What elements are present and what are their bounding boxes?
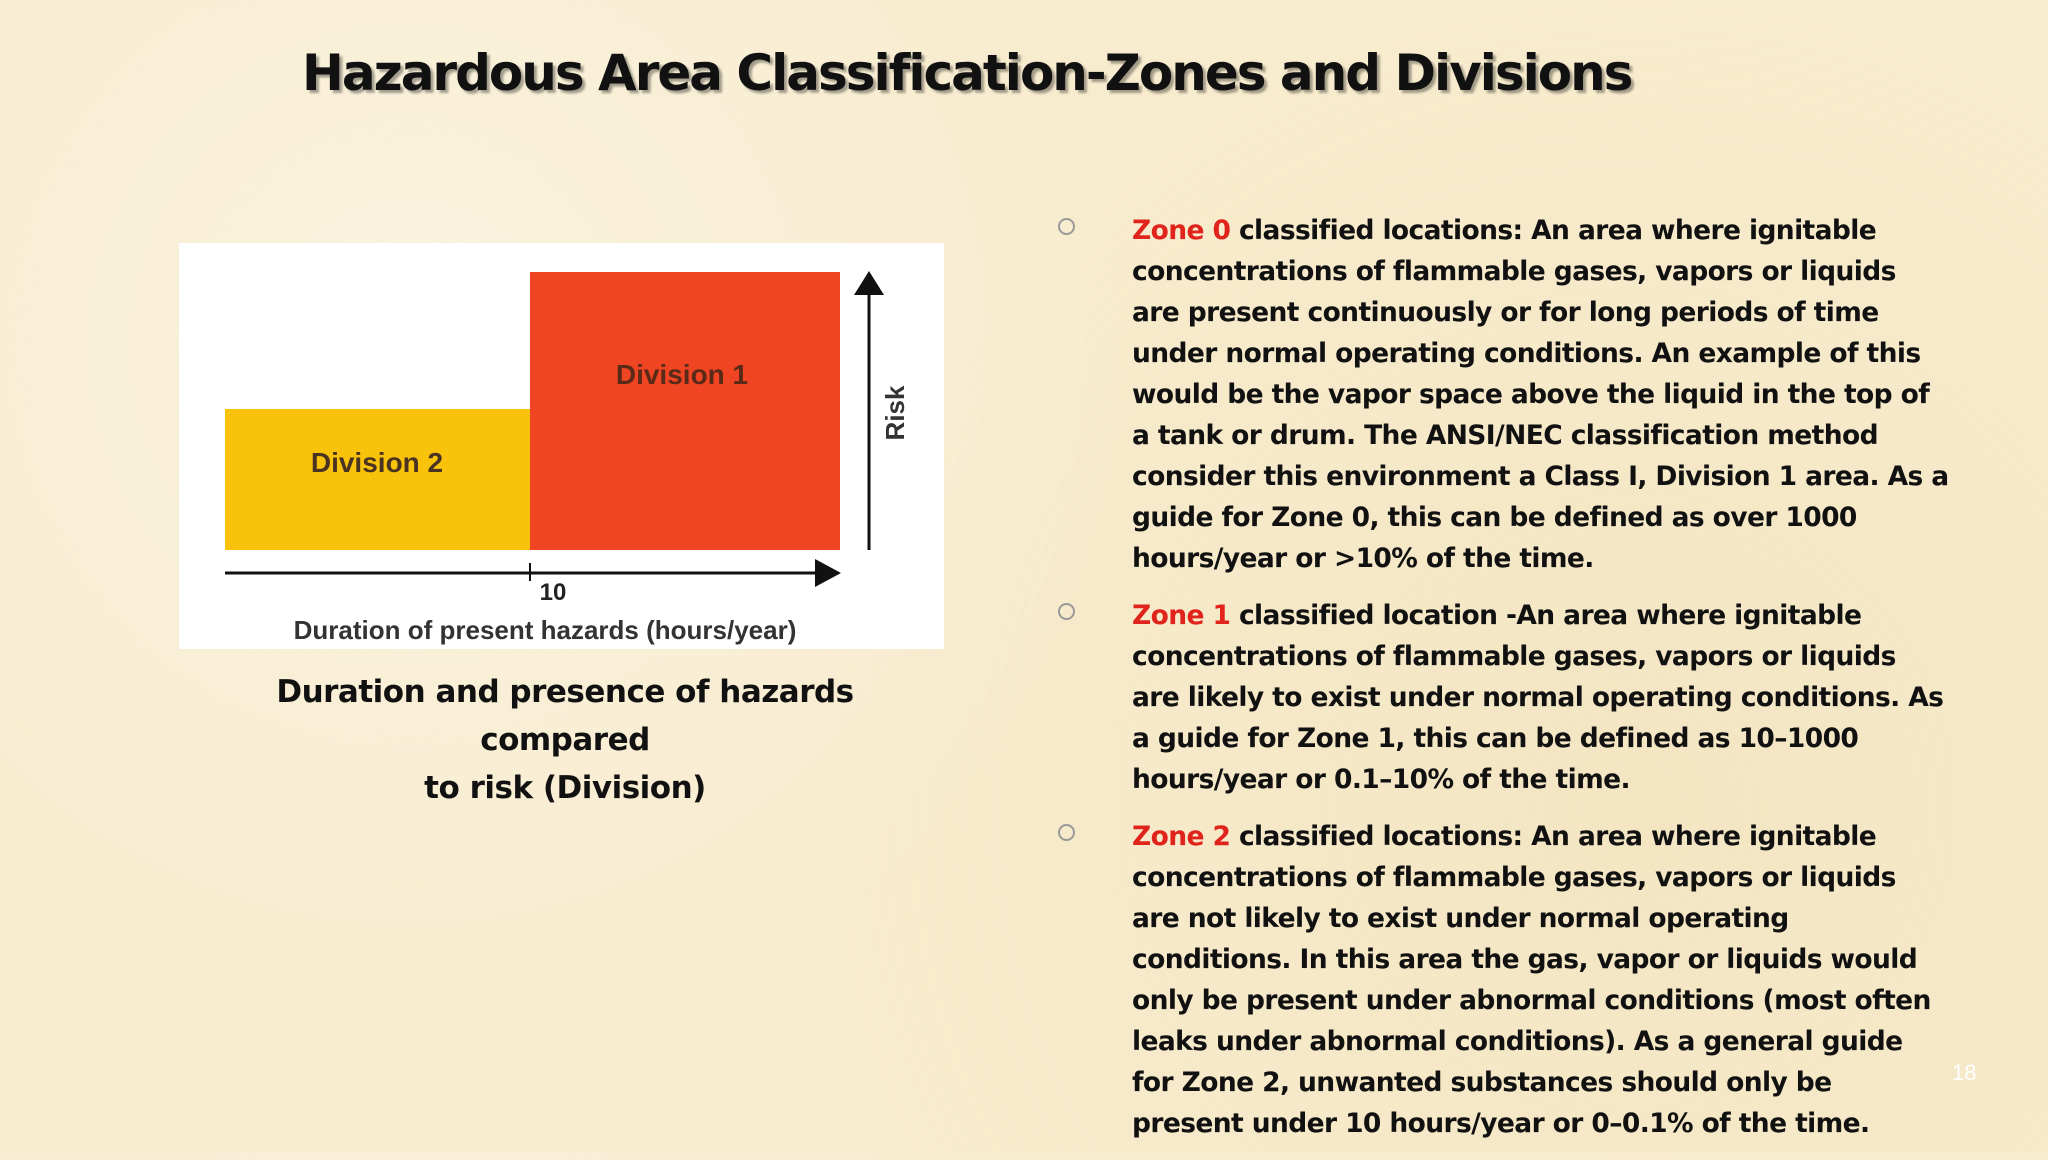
division-risk-diagram xyxy=(179,243,944,649)
risk-axis-arrowhead xyxy=(854,271,884,295)
figure-caption xyxy=(200,668,930,812)
zone-2-bullet xyxy=(1050,816,1950,1144)
zone-0-label: Zone 0 xyxy=(1132,215,1231,246)
caption-line-1: Duration and presence of hazards compared xyxy=(276,674,854,758)
zone-1-label: Zone 1 xyxy=(1132,600,1231,631)
slide-title: Hazardous Area Classification-Zones and Divisions xyxy=(302,44,1632,102)
circle-bullet-icon xyxy=(1058,603,1075,620)
zone-1-bullet xyxy=(1050,595,1950,800)
zone-2-label: Zone 2 xyxy=(1132,821,1231,852)
circle-bullet-icon xyxy=(1058,218,1075,235)
zone-0-bullet xyxy=(1050,210,1950,579)
duration-axis-arrowhead xyxy=(815,559,841,587)
zone-1-text: classified location -An area where ignitable concentrations of flammable gases, vapors or liquids are likely to exist under normal operating conditions. As a guide for Zone 1, this can be defined as 10–1000 hours/year or 0.1–10% of the time. xyxy=(1132,600,1944,795)
circle-bullet-icon xyxy=(1058,824,1075,841)
risk-axis-label: Risk xyxy=(880,385,910,441)
caption-line-2: to risk (Division) xyxy=(424,770,706,806)
page-number: 18 xyxy=(1952,1060,1977,1085)
division1-block xyxy=(530,272,840,550)
zone-bullet-list xyxy=(1050,210,1950,1160)
division1-label: Division 1 xyxy=(615,359,749,390)
division-risk-figure xyxy=(179,243,944,649)
duration-axis-label: Duration of present hazards (hours/year) xyxy=(293,615,797,645)
division2-block xyxy=(225,409,530,550)
zone-0-text: classified locations: An area where ignitable concentrations of flammable gases, vapors or liquids are present continuously or for long periods of time under normal operating conditions. An example of this would be the vapor space above the liquid in the top of a tank or drum. The ANSI/NEC classification method consider this environment a Class I, Division 1 area. As a guide for Zone 0, this can be defined as over 1000 hours/year or >10% of the time. xyxy=(1132,215,1949,574)
zone-2-text: classified locations: An area where ignitable concentrations of flammable gases, vapors or liquids are not likely to exist under normal operating conditions. In this area the gas, vapor or liquids would only be present under abnormal conditions (most often leaks under abnormal conditions). As a general guide for Zone 2, unwanted substances should only be present under 10 hours/year or 0–0.1% of the time. xyxy=(1132,821,1931,1139)
duration-tick-label: 10 xyxy=(539,579,567,606)
division2-label: Division 2 xyxy=(310,447,444,478)
